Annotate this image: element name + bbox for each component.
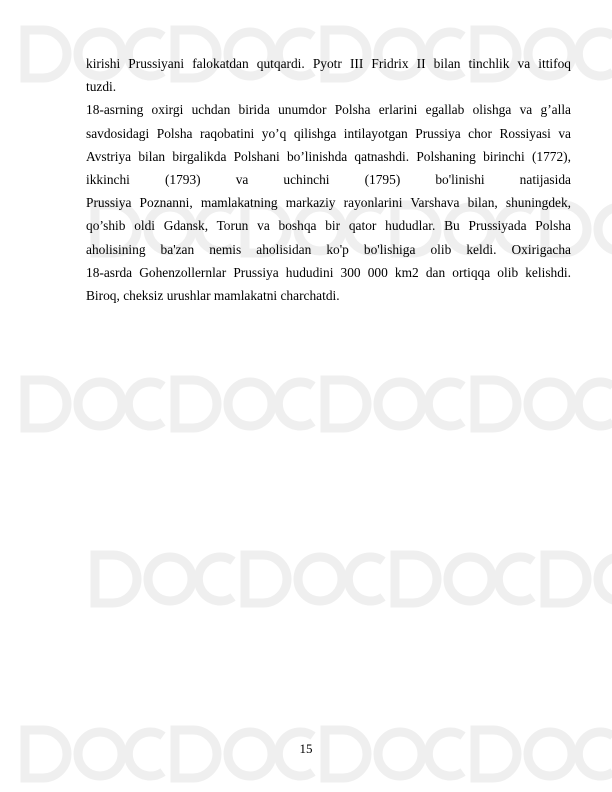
watermark-shape xyxy=(245,555,287,603)
watermark-shape xyxy=(228,382,272,426)
watermark-shape xyxy=(545,555,587,603)
text-line: ikkinchi (1793) va uchinchi (1795) bo'linishi natijasida xyxy=(86,171,571,187)
text-line: aholisining ba'zan nemis aholisidan ko'p bo'lishiga olib keldi. Oxirigacha xyxy=(86,241,571,257)
watermark-shape xyxy=(475,380,517,428)
watermark-shape xyxy=(298,557,342,601)
watermark-shape xyxy=(598,557,612,601)
watermark-shape xyxy=(25,30,67,78)
watermark-shape xyxy=(78,382,122,426)
watermark-shape xyxy=(448,557,492,601)
watermark-shape xyxy=(325,380,367,428)
page-number: 15 xyxy=(299,741,313,756)
watermark-shape xyxy=(128,382,163,426)
watermark-shape xyxy=(95,555,137,603)
watermark-shape xyxy=(198,557,233,601)
watermark-shape xyxy=(395,555,437,603)
watermark-shape xyxy=(578,32,612,76)
watermark-shape xyxy=(148,557,192,601)
watermark-shape xyxy=(578,382,612,426)
text-line: 18-asrning oxirgi uchdan birida unumdor Polsha erlarini egallab olishga va g’alla xyxy=(86,102,571,118)
document-body xyxy=(86,52,571,307)
watermark-shape xyxy=(598,207,612,251)
watermark-shape xyxy=(428,382,463,426)
watermark-shape xyxy=(528,382,572,426)
text-line: qo’shib oldi Gdansk, Torun va boshqa bir qator hududlar. Bu Prussiyada Polsha xyxy=(86,218,571,234)
text-line: 18-asrda Gohenzollernlar Prussiya hududini 300 000 km2 dan ortiqqa olib kelishdi. xyxy=(86,264,571,280)
watermark-shape xyxy=(378,382,422,426)
text-line: Biroq, cheksiz urushlar mamlakatni charchatdi. xyxy=(86,287,340,303)
text-line: savdosidagi Polsha raqobatini yo’q qilishga intilayotgan Prussiya chor Rossiyasi va xyxy=(86,125,571,141)
watermark-shape xyxy=(348,557,383,601)
watermark-shape xyxy=(25,380,67,428)
watermark-shape xyxy=(175,380,217,428)
watermark-shape xyxy=(278,382,313,426)
text-line: Prussiya Poznanni, mamlakatning markaziy rayonlarini Varshava bilan, shuningdek, xyxy=(86,195,571,211)
text-line: Avstriya bilan birgalikda Polshani bo’linishda qatnashdi. Polshaning birinchi (1772), xyxy=(86,148,571,164)
text-line: kirishi Prussiyani falokatdan qutqardi. Pyotr III Fridrix II bilan tinchlik va ittifoq xyxy=(86,56,571,71)
text-line: tuzdi. xyxy=(86,79,117,95)
watermark-shape xyxy=(498,557,533,601)
